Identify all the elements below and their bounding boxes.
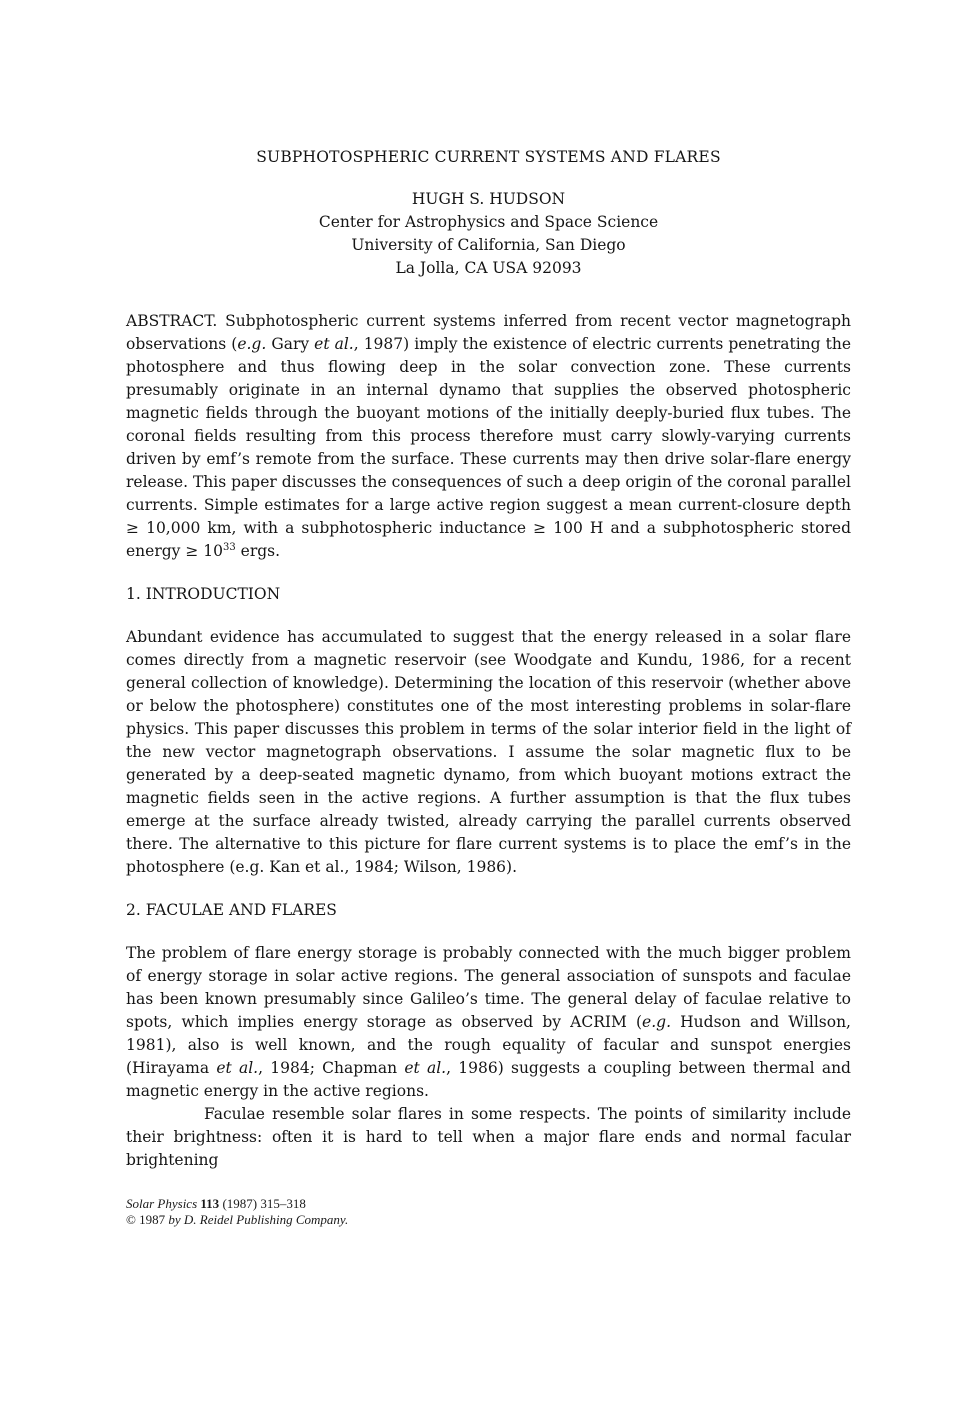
paper-title: SUBPHOTOSPHERIC CURRENT SYSTEMS AND FLARES	[256, 148, 721, 166]
section-heading-introduction: 1. INTRODUCTION	[126, 585, 281, 603]
journal-citation: Solar Physics 113 (1987) 315–318	[126, 1196, 306, 1211]
abstract-label: ABSTRACT.	[126, 312, 218, 330]
paper-page	[126, 146, 851, 1172]
introduction-paragraph: Abundant evidence has accumulated to suggest that the energy released in a solar flare comes directly from a magnetic reservoir (see Woodgate and Kundu, 1986, for a recent general collection of knowledge). Determining the location of this reservoir (whether above or below the photosphere) constitutes one of the most interesting problems in solar-flare physics. This paper discusses this problem in terms of the solar interior field in the light of the new vector magnetograph observations. I assume the solar magnetic flux to be generated by a deep-seated magnetic dynamo, from which buoyant motions extract the magnetic fields seen in the active regions. A further assumption is that the flux tubes emerge at the surface already twisted, already carrying the parallel currents observed there. The alternative to this picture for flare current systems is to place the emf’s in the photosphere (e.g. Kan et al., 1984; Wilson, 1986).	[126, 628, 851, 876]
copyright-line: © 1987 by D. Reidel Publishing Company.	[126, 1212, 349, 1227]
faculae-paragraph-1: The problem of flare energy storage is probably connected with the much bigger problem of energy storage in solar active regions. The general association of sunspots and faculae has been known presumably since Galileo’s time. The general delay of faculae relative to spots, which implies energy storage as observed by ACRIM (e.g. Hudson and Willson, 1981), also is well known, and the rough equality of facular and sunspot energies (Hirayama et al., 1984; Chapman et al., 1986) suggests a coupling between thermal and magnetic energy in the active regions.	[126, 944, 851, 1100]
abstract: ABSTRACT. Subphotospheric current systems inferred from recent vector magnetograph observations (e.g. Gary et al., 1987) imply the existence of electric currents penetrating the photosphere and thus flowing deep in the solar convection zone. These currents presumably originate in an internal dynamo that supplies the observed photospheric magnetic fields through the buoyant motions of the initially deeply-buried flux tubes. The coronal fields resulting from this process therefore must carry slowly-varying currents driven by emf’s remote from the surface. These currents may then drive solar-flare energy release. This paper discusses the consequences of such a deep origin of the coronal parallel currents. Simple estimates for a large active region suggest a mean current-closure depth ≥ 10,000 km, with a subphotospheric inductance ≥ 100 H and a subphotospheric stored energy ≥ $10^{33}$ ergs.	[126, 312, 851, 560]
author-block	[126, 188, 851, 280]
journal-footer	[126, 1196, 348, 1228]
section-heading-faculae: 2. FACULAE AND FLARES	[126, 901, 337, 919]
affiliation-line: La Jolla, CA USA 92093	[395, 259, 582, 277]
affiliation-line: University of California, San Diego	[351, 236, 626, 254]
faculae-paragraph-2: Faculae resemble solar flares in some respects. The points of similarity include their brightness: often it is hard to tell when a major flare ends and normal facular brightening	[126, 1105, 851, 1169]
affiliation-line: Center for Astrophysics and Space Science	[318, 213, 659, 231]
author-name: HUGH S. HUDSON	[411, 190, 566, 208]
